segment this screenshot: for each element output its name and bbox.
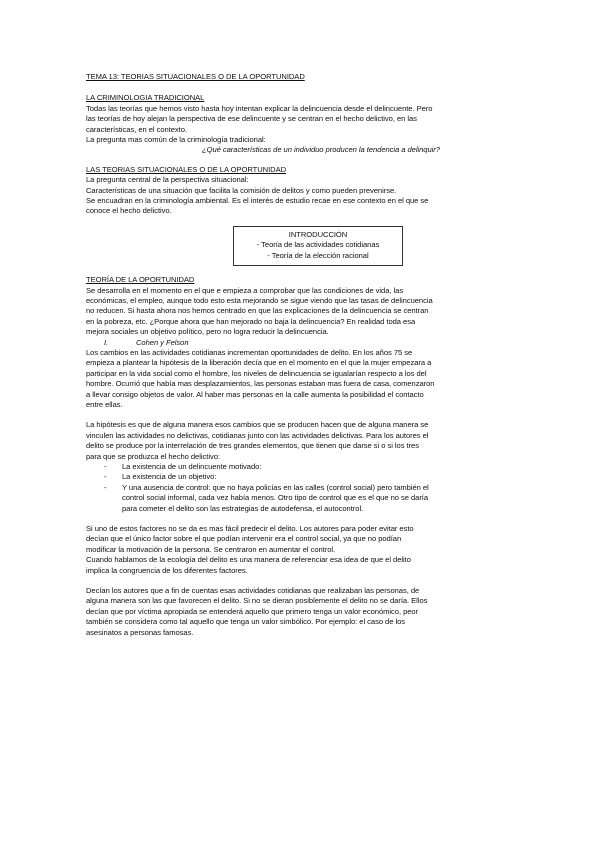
- list-item-text: Y una ausencia de control: que no haya policías en las calles (control social) pero también el: [122, 482, 429, 492]
- list-item-text: La existencia de un delincuente motivado:: [122, 462, 262, 471]
- text-line: para que se produzca el hecho delictivo:: [86, 451, 220, 461]
- subsection-cohen-felson: [86, 338, 516, 348]
- elements-list: [86, 462, 516, 514]
- section3-paragraph-3: [86, 420, 516, 462]
- text-line: delito se produce por la interrelación de tres grandes elementos, que tienen que darse si o si los tres: [86, 441, 419, 451]
- text-line: Cuando hablamos de la ecología del delito es una manera de referenciar esa idea de que el delito: [86, 555, 411, 565]
- text-line: asesinatos a personas famosas.: [86, 627, 194, 637]
- section3-paragraph-5: [86, 586, 516, 638]
- text-line: hombre. Ocurrió que había mas desplazamientos, las personas estaban mas fuera de casa, comenzaron: [86, 379, 435, 389]
- text-line: mejora sociales un objetivo político, pero no logra reducir la delincuencia.: [86, 327, 329, 337]
- text-line: en la pobreza, etc. ¿Porque ahora que han mejorado no baja la delincuencia? En realidad toda esa: [86, 316, 416, 326]
- text-line: decían que por víctima apropiada se entenderá aquello que primero tenga un valor económico, peor: [86, 606, 419, 616]
- text-line: empieza a plantear la hipótesis de la liberación decía que en el momento en el que la mujer empezara a: [86, 358, 432, 368]
- section3-paragraph-4: [86, 524, 516, 576]
- text-line: características, en el contexto.: [86, 124, 187, 134]
- document-body: [86, 72, 516, 638]
- text-line: económicas, el empleo, aunque todo esto esta mejorando se sigue viendo que las tasas de delincuencia: [86, 295, 433, 305]
- text-line: también se considera como tal aquello que tenga un valor simbólico. Por ejemplo: el caso de los: [86, 617, 406, 627]
- section2-text: [86, 175, 516, 217]
- text-line: conoce el hecho delictivo.: [86, 206, 172, 216]
- text-line: decían que el único factor sobre el que podían intervenir era el control social, ya que no podían: [86, 534, 402, 544]
- central-question: ¿Qué características de un individuo producen la tendencia a delinquir?: [202, 145, 440, 155]
- text-line: las teorías de hoy alejan la perspectiva de ese delincuente y se centran en el hecho delictivo, en las: [86, 114, 417, 124]
- list-item: [104, 462, 516, 472]
- section1-text: [86, 104, 516, 146]
- section-heading-teorias-situacionales: LAS TEORIAS SITUACIONALES O DE LA OPORTUNIDAD: [86, 164, 287, 174]
- text-line: no reducen. Si hasta ahora nos hemos centrado en que las explicaciones de la delincuencia se centran: [86, 306, 429, 316]
- list-item-text: para cometer el delito son las estrategias de autodefensa, el autocontrol.: [122, 503, 364, 513]
- text-line: La hipótesis es que de alguna manera esos cambios que se producen hacen que de alguna manera se: [86, 420, 429, 430]
- introduccion-box: [233, 226, 403, 266]
- section3-paragraph-1: [86, 286, 516, 338]
- list-item-text: control social informal, cada vez había menos. Otro tipo de control que es el que no se daría: [122, 493, 429, 503]
- box-item: - Teoría de las actividades cotidianas: [256, 240, 380, 250]
- text-line: implica la congruencia de los diferentes factores.: [86, 565, 248, 575]
- text-line: a llevar consigo objetos de valor. Al haber mas personas en la calle aumenta la posibilidad el contacto: [86, 389, 424, 399]
- text-line: Los cambios en las actividades cotidianas incrementan oportunidades de delito. En los años 75 se: [86, 347, 413, 357]
- text-line: La pregunta mas común de la criminología tradicional:: [86, 135, 266, 145]
- document-title: TEMA 13: TEORIAS SITUACIONALES O DE LA OPORTUNIDAD: [86, 72, 305, 81]
- text-line: modificar la motivación de la persona. Se centraron en aumentar el control.: [86, 544, 336, 554]
- text-line: entre ellas.: [86, 399, 123, 409]
- text-line: participar en la vida social como el hombre, los niveles de delincuencia se igualarían respecto a los del: [86, 368, 427, 378]
- list-item: [104, 483, 516, 514]
- bullet-dash: -: [104, 472, 107, 482]
- text-line: Todas las teorías que hemos visto hasta hoy intentan explicar la delincuencia desde el delincuente. Pero: [86, 103, 433, 113]
- section3-paragraph-2: [86, 348, 516, 410]
- text-line: Se encuadran en la criminología ambiental. Es el interés de estudio recae en ese contexto en el que se: [86, 196, 429, 206]
- bullet-dash: -: [104, 462, 107, 471]
- list-item: [104, 472, 516, 482]
- text-line: vinculen las actividades no delictivas, cotidianas junto con las actividades delictivas. Para los autores el: [86, 430, 429, 440]
- text-line: Se desarrolla en el momento en el que e empieza a comprobar que las condiciones de vida, las: [86, 285, 404, 295]
- bullet-dash: -: [104, 482, 107, 492]
- list-item-text: La existencia de un objetivo:: [122, 472, 217, 482]
- text-line: Decían los autores que a fin de cuentas esas actividades cotidianas que realizaban las personas, de: [86, 586, 420, 596]
- text-line: alguna manera son las que favorecen el delito. Si no se dieran posiblemente el delito no se daría. Ellos: [86, 596, 428, 606]
- text-line: La pregunta central de la perspectiva situacional:: [86, 175, 249, 185]
- roman-numeral: I.: [104, 337, 109, 347]
- text-line: Características de una situación que facilita la comisión de delitos y como pueden prevenirse.: [86, 185, 397, 195]
- box-title: INTRODUCCIÓN: [288, 229, 348, 239]
- box-item: - Teoría de la elección racional: [267, 250, 369, 260]
- section-heading-criminologia: LA CRIMINOLOGIA TRADICIONAL: [86, 93, 205, 103]
- subsection-label: Cohen y Felson: [136, 337, 189, 347]
- text-line: Si uno de estos factores no se da es mas fácil predecir el delito. Los autores para poder evitar esto: [86, 524, 414, 534]
- section-heading-teoria-oportunidad: TEORÍA DE LA OPORTUNIDAD: [86, 275, 195, 285]
